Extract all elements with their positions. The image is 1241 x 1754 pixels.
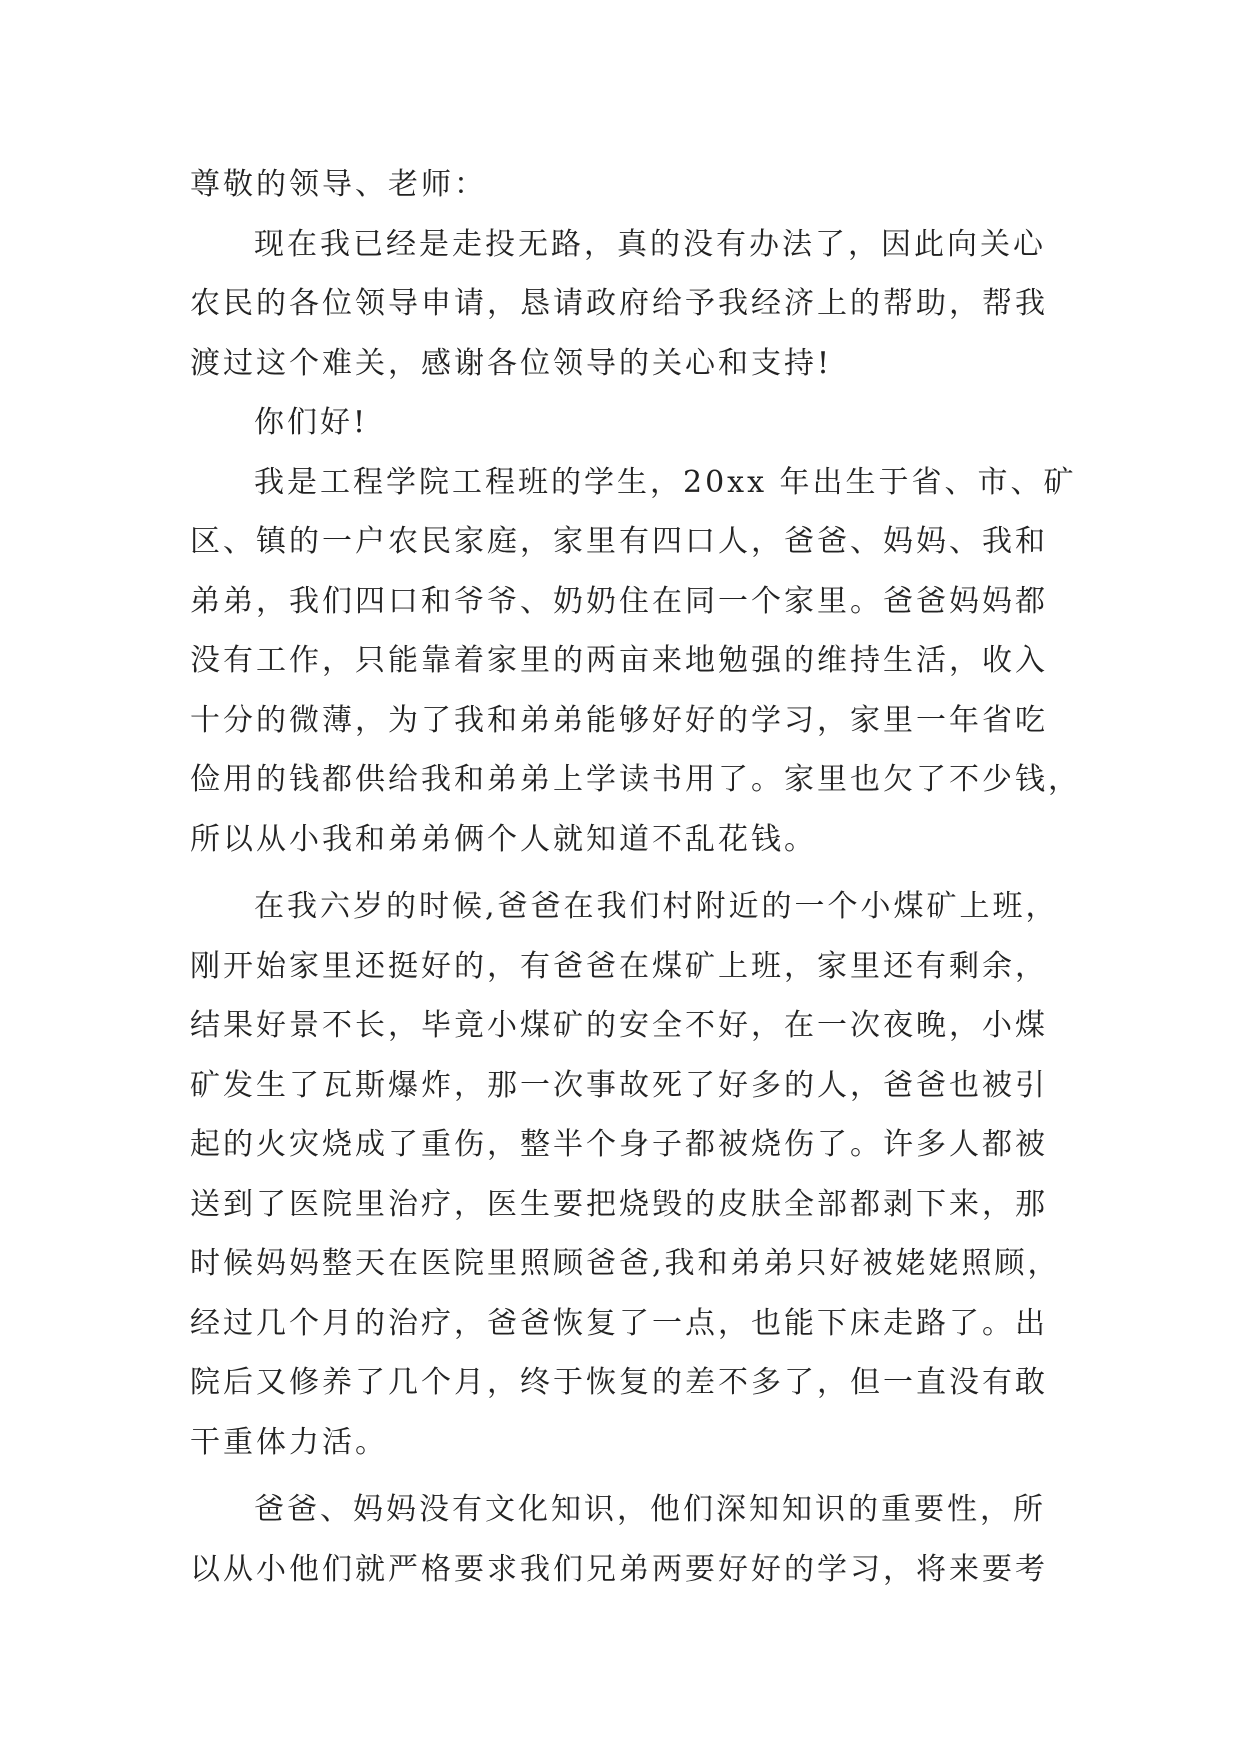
text-line: 俭用的钱都供给我和弟弟上学读书用了。家里也欠了不少钱， bbox=[190, 762, 1081, 797]
text-line: 没有工作，只能靠着家里的两亩来地勉强的维持生活，收入 bbox=[190, 643, 1048, 678]
greeting-line: 尊敬的领导、老师： bbox=[190, 167, 487, 202]
text-line: 你们好! bbox=[254, 405, 369, 440]
text-line: 在我六岁的时候,爸爸在我们村附近的一个小煤矿上班， bbox=[254, 889, 1059, 924]
text-line: 现在我已经是走投无路，真的没有办法了，因此向关心 bbox=[254, 226, 1046, 262]
text-line: 院后又修养了几个月，终于恢复的差不多了，但一直没有敢 bbox=[190, 1365, 1048, 1400]
text-line: 结果好景不长，毕竟小煤矿的安全不好，在一次夜晚，小煤 bbox=[190, 1008, 1048, 1043]
letter-body bbox=[190, 155, 1081, 1599]
text-line: 干重体力活。 bbox=[190, 1424, 388, 1460]
text-line: 送到了医院里治疗，医生要把烧毁的皮肤全部都剥下来，那 bbox=[190, 1186, 1048, 1222]
text-line: 刚开始家里还挺好的，有爸爸在煤矿上班，家里还有剩余， bbox=[190, 948, 1048, 984]
text-line: 我是工程学院工程班的学生，20xx 年出生于省、市、矿 bbox=[254, 464, 1077, 500]
text-line: 爸爸、妈妈没有文化知识，他们深知知识的重要性，所 bbox=[254, 1492, 1046, 1527]
paragraph-request bbox=[190, 215, 1060, 394]
text-line: 时候妈妈整天在医院里照顾爸爸,我和弟弟只好被姥姥照顾， bbox=[190, 1246, 1061, 1281]
text-line: 以从小他们就严格要求我们兄弟两要好好的学习，将来要考 bbox=[190, 1551, 1048, 1587]
text-line: 农民的各位领导申请，恳请政府给予我经济上的帮助，帮我 bbox=[190, 286, 1048, 321]
text-line: 十分的微薄，为了我和弟弟能够好好的学习，家里一年省吃 bbox=[190, 702, 1048, 738]
text-line: 矿发生了瓦斯爆炸，那一次事故死了好多的人，爸爸也被引 bbox=[190, 1067, 1048, 1103]
text-line: 所以从小我和弟弟俩个人就知道不乱花钱。 bbox=[190, 821, 817, 857]
text-line: 弟弟，我们四口和爷爷、奶奶住在同一个家里。爸爸妈妈都 bbox=[190, 583, 1048, 619]
text-line: 区、镇的一户农民家庭，家里有四口人，爸爸、妈妈、我和 bbox=[190, 524, 1048, 559]
paragraph-accident bbox=[190, 877, 1060, 1472]
text-line: 起的火灾烧成了重伤，整半个身子都被烧伤了。许多人都被 bbox=[190, 1127, 1048, 1162]
paragraph-family bbox=[190, 453, 1081, 870]
text-line: 经过几个月的治疗，爸爸恢复了一点，也能下床走路了。出 bbox=[190, 1305, 1048, 1341]
paragraph-education bbox=[190, 1480, 1060, 1599]
text-line: 渡过这个难关，感谢各位领导的关心和支持! bbox=[190, 345, 833, 381]
paragraph-hello bbox=[190, 393, 1060, 453]
